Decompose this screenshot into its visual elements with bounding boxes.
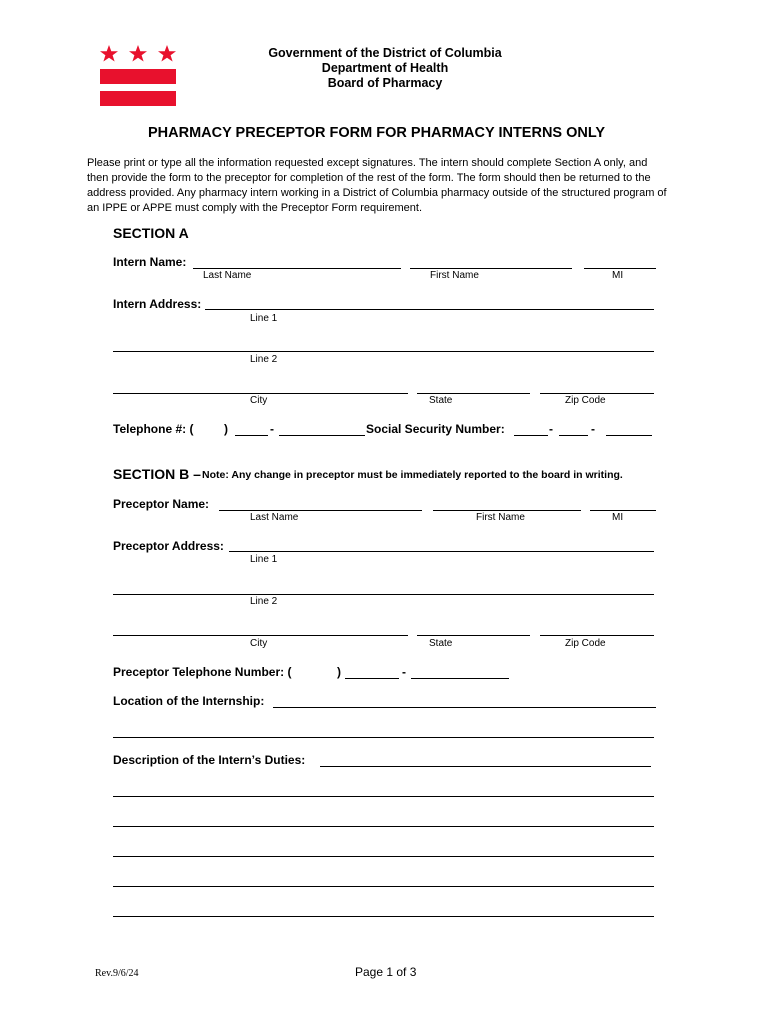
telephone-close-paren: ) xyxy=(224,422,228,436)
preceptor-telephone-prefix-field[interactable] xyxy=(345,678,399,679)
ssn-dash-1: - xyxy=(549,422,553,436)
preceptor-line2-caption: Line 2 xyxy=(250,596,278,607)
preceptor-name-label: Preceptor Name: xyxy=(113,497,210,511)
preceptor-first-name-field[interactable] xyxy=(433,510,581,511)
ssn-part1-field[interactable] xyxy=(514,435,548,436)
star-icon xyxy=(129,45,147,62)
preceptor-telephone-dash: - xyxy=(402,665,406,679)
star-icon xyxy=(100,45,118,62)
intern-address-label: Intern Address: xyxy=(113,297,202,311)
preceptor-address-label: Preceptor Address: xyxy=(113,539,224,553)
preceptor-first-name-caption: First Name xyxy=(476,512,525,523)
intern-state-field[interactable] xyxy=(417,393,530,394)
preceptor-telephone-number-field[interactable] xyxy=(411,678,509,679)
flag-bar-top xyxy=(100,69,176,84)
preceptor-city-field[interactable] xyxy=(113,635,408,636)
last-name-caption: Last Name xyxy=(203,270,252,281)
form-title: PHARMACY PRECEPTOR FORM FOR PHARMACY INTERNS ONLY xyxy=(148,125,606,141)
preceptor-state-field[interactable] xyxy=(417,635,530,636)
location-field-2[interactable] xyxy=(113,737,654,738)
star-icon xyxy=(158,45,176,62)
intern-first-name-field[interactable] xyxy=(410,268,572,269)
intern-city-field[interactable] xyxy=(113,393,408,394)
duties-field-2[interactable] xyxy=(113,796,654,797)
ssn-label: Social Security Number: xyxy=(366,422,505,436)
preceptor-mi-field[interactable] xyxy=(590,510,656,511)
city-caption: City xyxy=(250,395,268,406)
preceptor-address-line1-field[interactable] xyxy=(229,551,654,552)
zip-caption: Zip Code xyxy=(565,395,606,406)
page-number: Page 1 of 3 xyxy=(355,965,417,979)
duties-field-3[interactable] xyxy=(113,826,654,827)
intern-name-label: Intern Name: xyxy=(113,255,187,269)
flag-bar-bottom xyxy=(100,91,176,106)
telephone-number-field[interactable] xyxy=(279,435,365,436)
preceptor-city-caption: City xyxy=(250,638,268,649)
location-field-1[interactable] xyxy=(273,707,656,708)
duties-field-5[interactable] xyxy=(113,886,654,887)
intern-address-line1-field[interactable] xyxy=(205,309,654,310)
revision-date: Rev.9/6/24 xyxy=(95,968,139,979)
ssn-part3-field[interactable] xyxy=(606,435,652,436)
ssn-dash-2: - xyxy=(591,422,595,436)
duties-field-4[interactable] xyxy=(113,856,654,857)
section-a-heading: SECTION A xyxy=(113,225,189,241)
header-department: Department of Health xyxy=(321,61,449,75)
preceptor-telephone-label: Preceptor Telephone Number: ( xyxy=(113,665,292,679)
location-label: Location of the Internship: xyxy=(113,694,265,708)
intern-address-line2-field[interactable] xyxy=(113,351,654,352)
header-board: Board of Pharmacy xyxy=(327,76,443,90)
preceptor-last-name-field[interactable] xyxy=(219,510,422,511)
section-b-note: Note: Any change in preceptor must be immediately reported to the board in writing. xyxy=(202,469,623,481)
line1-caption: Line 1 xyxy=(250,313,278,324)
preceptor-line1-caption: Line 1 xyxy=(250,554,278,565)
ssn-part2-field[interactable] xyxy=(559,435,588,436)
preceptor-address-line2-field[interactable] xyxy=(113,594,654,595)
intro-paragraph: Please print or type all the information requested except signatures. The intern should complete Section A only, and then provide the form to the preceptor for completion of the rest of the form. The form should then be returned to the address provided. Any pharmacy intern working in a District of Columbia pharmacy outside of the structured program of an IPPE or APPE must comply with the Preceptor Form requirement. xyxy=(87,157,667,214)
dc-flag-graphic xyxy=(100,44,176,106)
telephone-prefix-field[interactable] xyxy=(235,435,268,436)
first-name-caption: First Name xyxy=(430,270,479,281)
duties-field-1[interactable] xyxy=(320,766,651,767)
preceptor-telephone-close-paren: ) xyxy=(337,665,341,679)
preceptor-zip-caption: Zip Code xyxy=(565,638,606,649)
preceptor-zip-field[interactable] xyxy=(540,635,654,636)
preceptor-last-name-caption: Last Name xyxy=(250,512,299,523)
dc-flag-icon xyxy=(100,44,176,106)
intern-mi-field[interactable] xyxy=(584,268,656,269)
duties-label: Description of the Intern’s Duties: xyxy=(113,753,306,767)
line2-caption: Line 2 xyxy=(250,354,278,365)
telephone-label: Telephone #: ( xyxy=(113,422,194,436)
section-b-heading: SECTION B – xyxy=(113,466,201,482)
header-government: Government of the District of Columbia xyxy=(268,46,502,60)
state-caption: State xyxy=(429,395,453,406)
telephone-dash: - xyxy=(270,422,274,436)
intern-last-name-field[interactable] xyxy=(193,268,401,269)
preceptor-mi-caption: MI xyxy=(612,512,624,523)
intern-zip-field[interactable] xyxy=(540,393,654,394)
duties-field-6[interactable] xyxy=(113,916,654,917)
mi-caption: MI xyxy=(612,270,624,281)
preceptor-state-caption: State xyxy=(429,638,453,649)
